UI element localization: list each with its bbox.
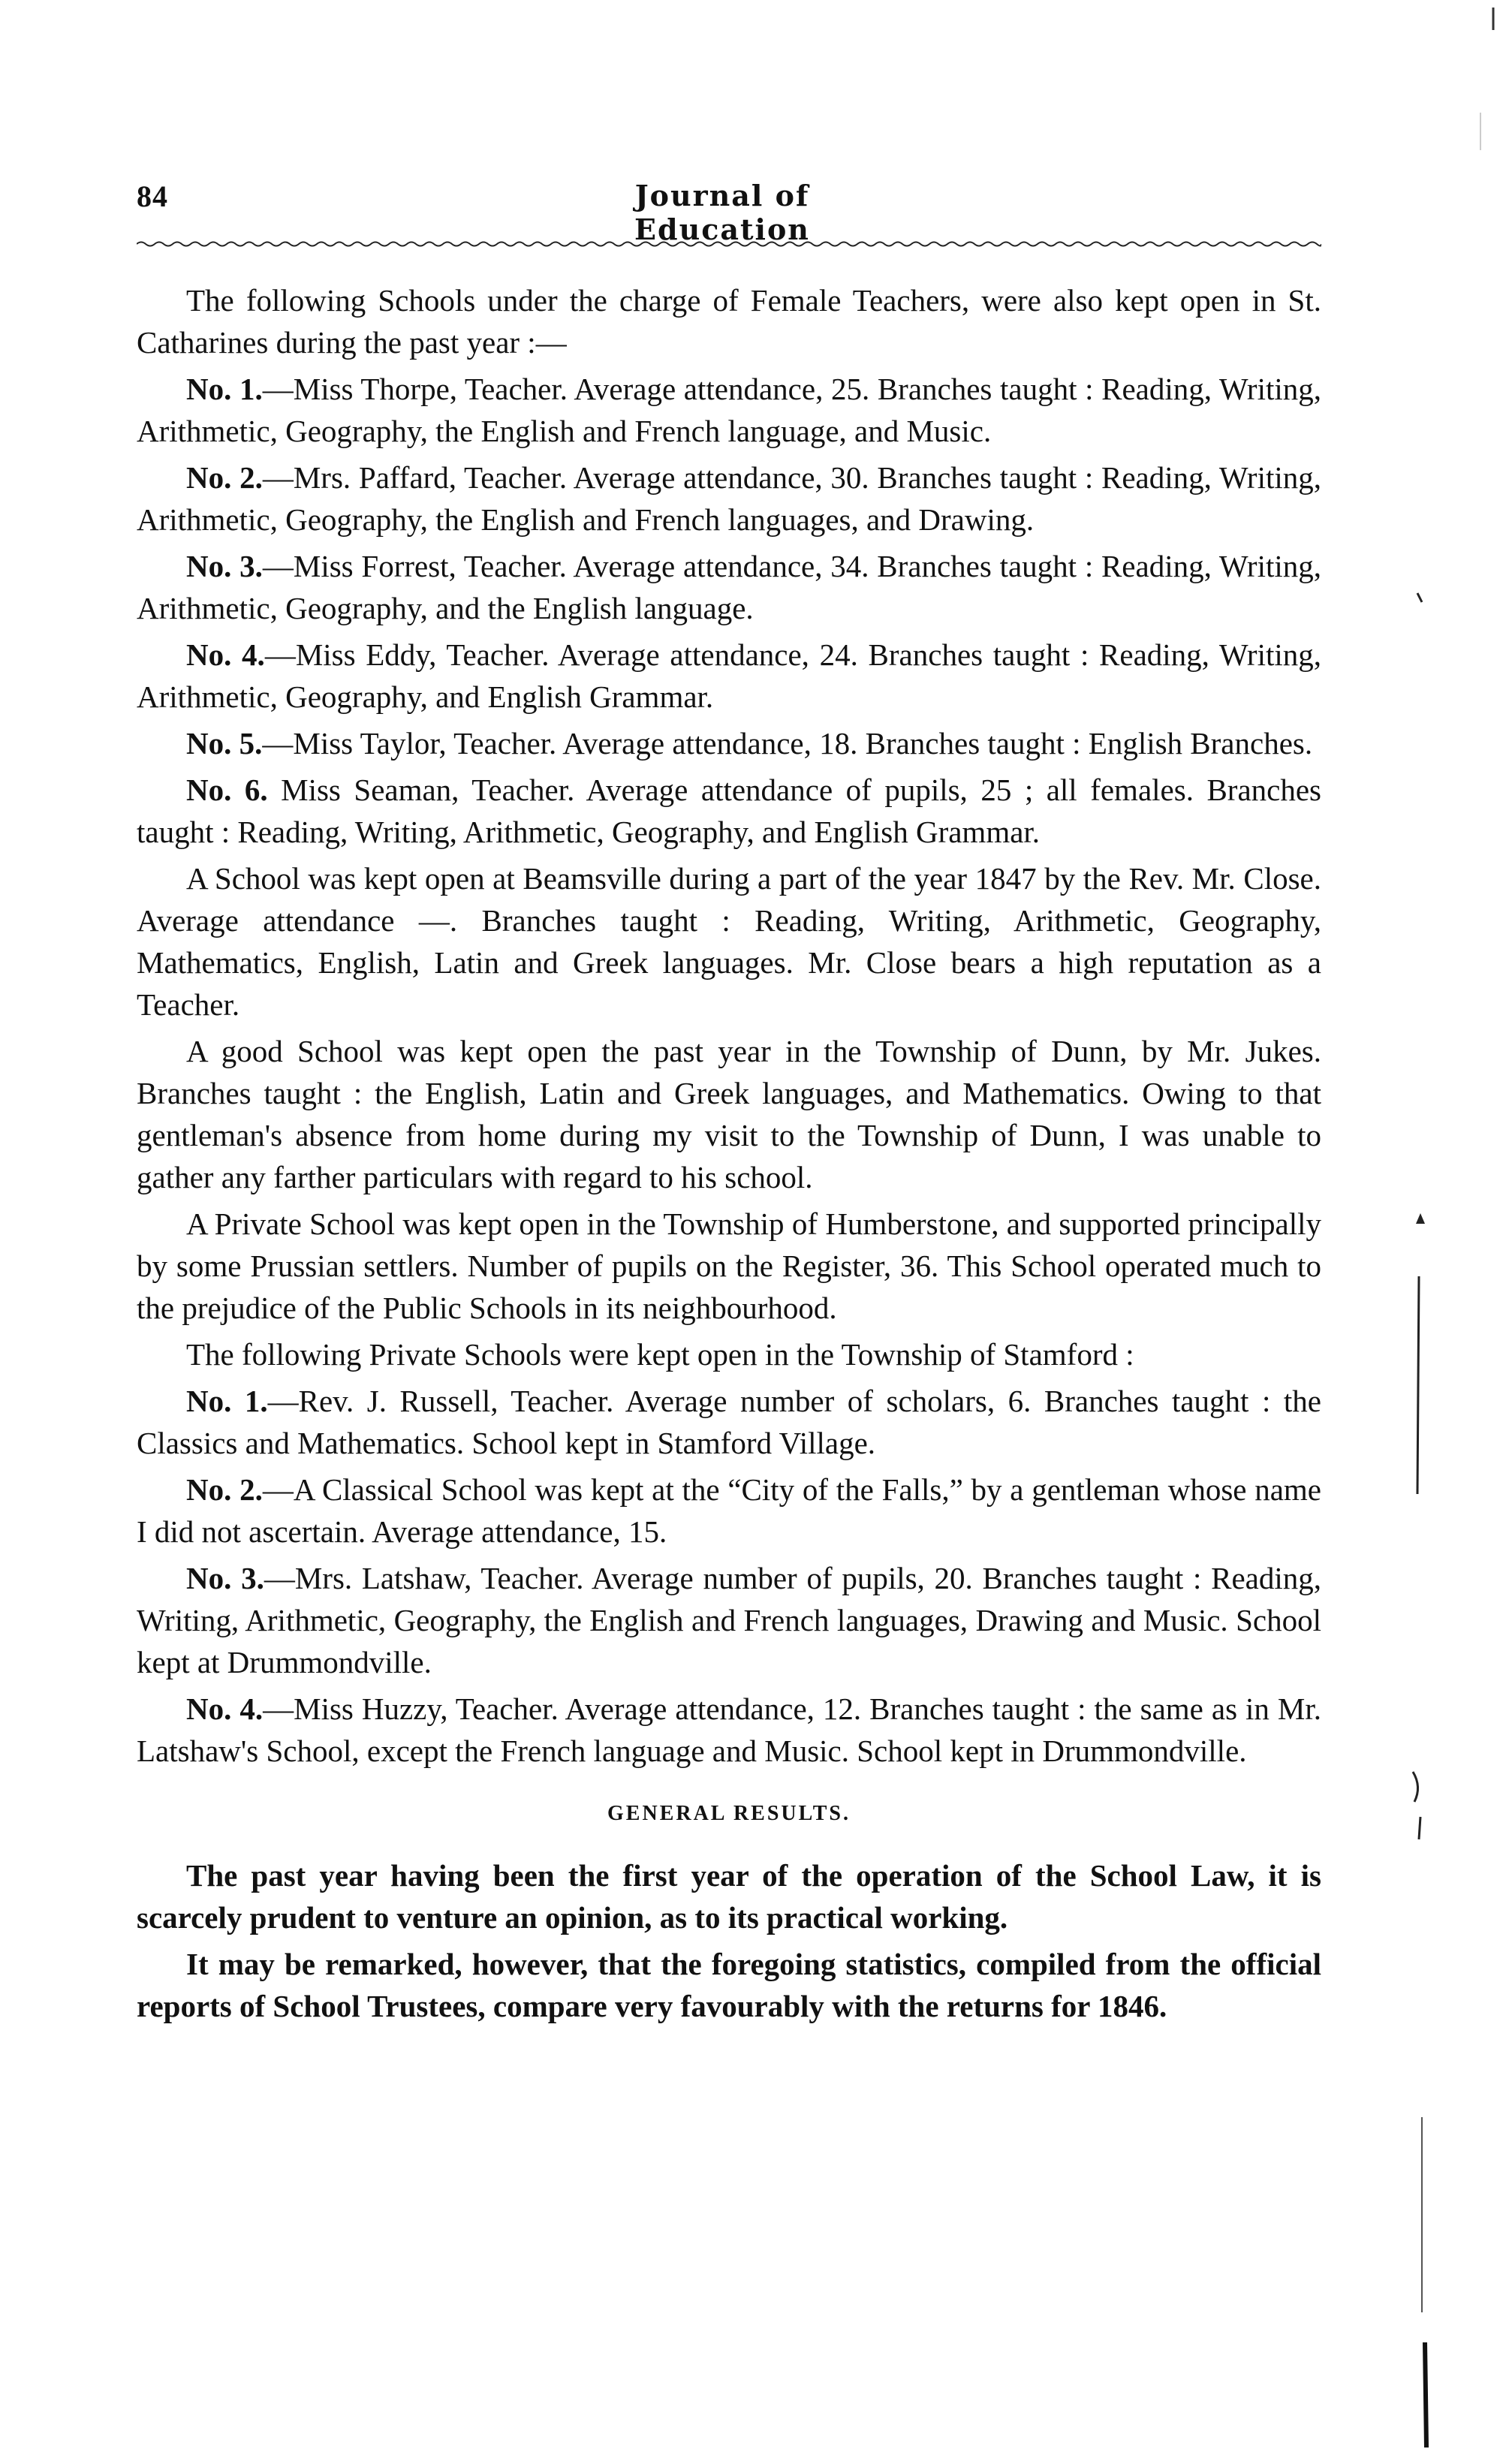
paragraph: No. 1.—Rev. J. Russell, Teacher. Average number of scholars, 6. Branches taught : the Classics and Mathematics. School kept in Stamford Village. <box>137 1384 1321 1460</box>
closing-section <box>137 1854 1321 2027</box>
paragraph: No. 3.—Miss Forrest, Teacher. Average attendance, 34. Branches taught : Reading, Writing, Arithmetic, Geography, and the English language. <box>137 549 1321 625</box>
paragraph: No. 5.—Miss Taylor, Teacher. Average attendance, 18. Branches taught : English Branches. <box>186 726 1313 761</box>
header-wavy-rule <box>137 240 1321 248</box>
paragraph: A School was kept open at Beamsville during a part of the year 1847 by the Rev. Mr. Close. Average attendance —. Branches taught : Reading, Writing, Arithmetic, Geography, Mathematics, English, Latin and Greek languages. Mr. Close bears a high reputation as a Teacher. <box>137 861 1321 1022</box>
section-heading: GENERAL RESULTS. <box>607 1802 851 1825</box>
scan-margin-marks <box>1392 0 1512 2452</box>
paragraph: The past year having been the first year of the operation of the School Law, it is scarcely prudent to venture an opinion, as to its practical working. <box>137 1858 1321 1935</box>
journal-title: Journal of Education <box>634 179 810 246</box>
paragraph: No. 6. Miss Seaman, Teacher. Average attendance of pupils, 25 ; all females. Branches taught : Reading, Writing, Arithmetic, Geography, and English Grammar. <box>137 773 1321 849</box>
paragraph: The following Schools under the charge of Female Teachers, were also kept open in St. Catharines during the past year :— <box>137 283 1321 360</box>
paragraph: No. 4.—Miss Huzzy, Teacher. Average attendance, 12. Branches taught : the same as in Mr. Latshaw's School, except the French language and Music. School kept in Drummondville. <box>137 1691 1322 1768</box>
paragraph: No. 4.—Miss Eddy, Teacher. Average attendance, 24. Branches taught : Reading, Writing, Arithmetic, Geography, and English Grammar. <box>137 637 1322 714</box>
paragraph: No. 3.—Mrs. Latshaw, Teacher. Average number of pupils, 20. Branches taught : Reading, Writing, Arithmetic, Geography, the English and French languages, Drawing and Music. School kept at Drummondville. <box>137 1561 1321 1679</box>
paragraph: No. 2.—Mrs. Paffard, Teacher. Average attendance, 30. Branches taught : Reading, Writing, Arithmetic, Geography, the English and French languages, and Drawing. <box>137 460 1322 537</box>
page-header <box>137 179 1321 246</box>
paragraph: No. 1.—Miss Thorpe, Teacher. Average attendance, 25. Branches taught : Reading, Writing, Arithmetic, Geography, the English and French language, and Music. <box>137 372 1321 448</box>
paragraph: The following Private Schools were kept open in the Township of Stamford : <box>186 1337 1134 1372</box>
paragraph: It may be remarked, however, that the foregoing statistics, compiled from the official reports of School Trustees, compare very favourably with the returns for 1846. <box>137 1947 1321 2023</box>
paragraph: A good School was kept open the past year in the Township of Dunn, by Mr. Jukes. Branches taught : the English, Latin and Greek languages, and Mathematics. Owing to that gentleman's absence from home during my visit to the Township of Dunn, I was unable to gather any farther particulars with regard to his school. <box>137 1034 1321 1194</box>
paragraph: A Private School was kept open in the Township of Humberstone, and supported principally by some Prussian settlers. Number of pupils on the Register, 36. This School operated much to the prejudice of the Public Schools in its neighbourhood. <box>137 1206 1321 1325</box>
article-body <box>137 279 1321 2032</box>
paragraph: No. 2.—A Classical School was kept at the “City of the Falls,” by a gentleman whose name I did not ascertain. Average attendance, 15. <box>137 1472 1322 1549</box>
page-number: 84 <box>137 179 168 213</box>
